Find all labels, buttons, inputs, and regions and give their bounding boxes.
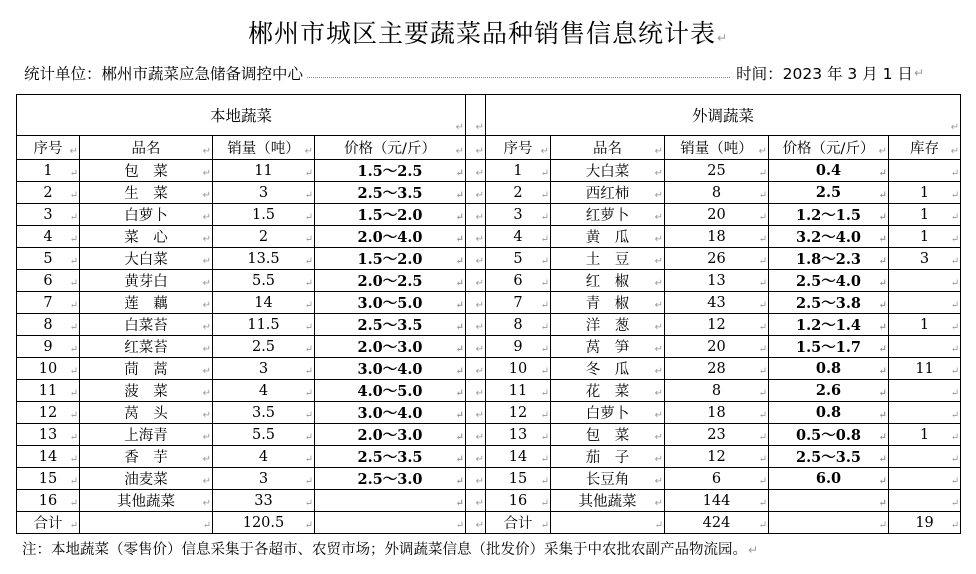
external-cell: 12 ↵ bbox=[665, 446, 769, 468]
time-label: 时间：2023 年 3 月 1 日 bbox=[736, 65, 913, 83]
external-cell: 长豆角 ↵ bbox=[551, 468, 665, 490]
local-cell: 茼 蒿 ↵ bbox=[80, 358, 213, 380]
local-cell: 1.5～2.0 ↵ bbox=[315, 204, 466, 226]
table-row bbox=[17, 336, 961, 358]
info-line: 统计单位：郴州市蔬菜应急储备调控中心 时间：2023 年 3 月 1 日 ↵ bbox=[24, 62, 924, 84]
external-cell: 红 椒 ↵ bbox=[551, 270, 665, 292]
external-cell: 1 ↵ bbox=[889, 204, 961, 226]
external-cell: 13 ↵ bbox=[486, 424, 551, 446]
external-cell: 15 ↵ bbox=[486, 468, 551, 490]
external-cell: ↵ bbox=[889, 160, 961, 182]
total-row bbox=[17, 512, 961, 534]
local-cell: 3 ↵ bbox=[213, 182, 315, 204]
gap-cell: ↵ bbox=[466, 226, 486, 248]
external-cell: 洋 葱 ↵ bbox=[551, 314, 665, 336]
local-cell: 1 ↵ bbox=[17, 160, 80, 182]
local-cell: 2.5 ↵ bbox=[213, 336, 315, 358]
external-cell: 144 ↵ bbox=[665, 490, 769, 512]
gap-cell: ↵ bbox=[466, 160, 486, 182]
table-row bbox=[17, 380, 961, 402]
external-total-cell: ↵ bbox=[769, 512, 889, 534]
local-cell: 8 ↵ bbox=[17, 314, 80, 336]
local-cell: 2.5～3.5 ↵ bbox=[315, 446, 466, 468]
local-cell: 33 ↵ bbox=[213, 490, 315, 512]
table-row bbox=[17, 490, 961, 512]
gap-cell: ↵ bbox=[466, 402, 486, 424]
external-cell: ↵ bbox=[889, 270, 961, 292]
external-cell: 西红柿 ↵ bbox=[551, 182, 665, 204]
external-cell: 白萝卜 ↵ bbox=[551, 402, 665, 424]
external-cell: 2 ↵ bbox=[486, 182, 551, 204]
gap-cell: ↵ bbox=[466, 248, 486, 270]
local-cell: 4.0～5.0 ↵ bbox=[315, 380, 466, 402]
gap-cell: ↵ bbox=[466, 314, 486, 336]
column-header: 销量（吨） ↵ bbox=[213, 136, 315, 160]
external-cell: 7 ↵ bbox=[486, 292, 551, 314]
gap-cell: ↵ bbox=[466, 358, 486, 380]
external-cell: 9 ↵ bbox=[486, 336, 551, 358]
external-cell: 2.6 ↵ bbox=[769, 380, 889, 402]
local-cell: 5.5 ↵ bbox=[213, 424, 315, 446]
external-cell: 1 ↵ bbox=[889, 314, 961, 336]
external-total-cell: ↵ bbox=[551, 512, 665, 534]
gap-cell: ↵ bbox=[466, 336, 486, 358]
gap-cell: ↵ bbox=[466, 95, 486, 136]
table-row bbox=[17, 270, 961, 292]
external-cell: 大白菜 ↵ bbox=[551, 160, 665, 182]
external-cell: 0.4 ↵ bbox=[769, 160, 889, 182]
local-cell: ↵ bbox=[315, 490, 466, 512]
table-row bbox=[17, 248, 961, 270]
external-cell: ↵ bbox=[889, 490, 961, 512]
gap-cell: ↵ bbox=[466, 490, 486, 512]
local-cell: 14 ↵ bbox=[17, 446, 80, 468]
sales-table bbox=[16, 94, 961, 534]
local-cell: 生 菜 ↵ bbox=[80, 182, 213, 204]
external-cell: 3 ↵ bbox=[889, 248, 961, 270]
external-cell: 莴 笋 ↵ bbox=[551, 336, 665, 358]
local-total-cell: ↵ bbox=[315, 512, 466, 534]
table-row bbox=[17, 424, 961, 446]
external-cell: 1 ↵ bbox=[486, 160, 551, 182]
external-cell: 26 ↵ bbox=[665, 248, 769, 270]
external-cell: ↵ bbox=[889, 446, 961, 468]
table-row bbox=[17, 358, 961, 380]
column-header: 价格（元/斤） ↵ bbox=[315, 136, 466, 160]
local-cell: 1.5～2.5 ↵ bbox=[315, 160, 466, 182]
local-cell: 1.5 ↵ bbox=[213, 204, 315, 226]
column-header: 品名 ↵ bbox=[80, 136, 213, 160]
external-cell: ↵ bbox=[889, 468, 961, 490]
table-row bbox=[17, 292, 961, 314]
gap-cell: ↵ bbox=[466, 424, 486, 446]
table-row bbox=[17, 160, 961, 182]
local-cell: 菠 菜 ↵ bbox=[80, 380, 213, 402]
local-cell: 7 ↵ bbox=[17, 292, 80, 314]
external-cell: 18 ↵ bbox=[665, 226, 769, 248]
local-cell: 2.0～2.5 ↵ bbox=[315, 270, 466, 292]
external-cell: 6 ↵ bbox=[486, 270, 551, 292]
local-total-cell: 合计 ↵ bbox=[17, 512, 80, 534]
external-cell: 1 ↵ bbox=[889, 226, 961, 248]
external-cell: 8 ↵ bbox=[665, 380, 769, 402]
local-cell: 13.5 ↵ bbox=[213, 248, 315, 270]
gap-cell: ↵ bbox=[466, 446, 486, 468]
column-header: 品名 ↵ bbox=[551, 136, 665, 160]
external-cell: 青 椒 ↵ bbox=[551, 292, 665, 314]
local-cell: 3 ↵ bbox=[17, 204, 80, 226]
external-cell: 20 ↵ bbox=[665, 336, 769, 358]
table-row bbox=[17, 468, 961, 490]
unit-label: 统计单位：郴州市蔬菜应急储备调控中心 bbox=[24, 65, 304, 83]
local-cell: 4 ↵ bbox=[213, 380, 315, 402]
local-cell: 13 ↵ bbox=[17, 424, 80, 446]
external-cell: 1.8～2.3 ↵ bbox=[769, 248, 889, 270]
local-cell: 5.5 ↵ bbox=[213, 270, 315, 292]
gap-cell: ↵ bbox=[466, 512, 486, 534]
local-cell: 菜 心 ↵ bbox=[80, 226, 213, 248]
external-cell: 1.5～1.7 ↵ bbox=[769, 336, 889, 358]
local-cell: 3.0～4.0 ↵ bbox=[315, 402, 466, 424]
page-title: 郴州市城区主要蔬菜品种销售信息统计表↵ bbox=[247, 19, 729, 48]
table-row bbox=[17, 204, 961, 226]
column-header: 序号 ↵ bbox=[17, 136, 80, 160]
local-cell: 上海青 ↵ bbox=[80, 424, 213, 446]
local-cell: 11 ↵ bbox=[213, 160, 315, 182]
local-cell: 大白菜 ↵ bbox=[80, 248, 213, 270]
gap-cell: ↵ bbox=[466, 380, 486, 402]
gap-cell: ↵ bbox=[466, 182, 486, 204]
external-cell: 3 ↵ bbox=[486, 204, 551, 226]
external-cell: 3.2～4.0 ↵ bbox=[769, 226, 889, 248]
local-section-title: 本地蔬菜 ↵ bbox=[17, 95, 466, 136]
external-cell: 土 豆 ↵ bbox=[551, 248, 665, 270]
external-cell: 0.5～0.8 ↵ bbox=[769, 424, 889, 446]
local-cell: 其他蔬菜 ↵ bbox=[80, 490, 213, 512]
local-cell: 3.5 ↵ bbox=[213, 402, 315, 424]
column-header: 价格（元/斤） ↵ bbox=[769, 136, 889, 160]
external-cell: ↵ bbox=[889, 336, 961, 358]
local-cell: 莲 藕 ↵ bbox=[80, 292, 213, 314]
external-cell: ↵ bbox=[889, 292, 961, 314]
external-cell: 16 ↵ bbox=[486, 490, 551, 512]
external-cell: 13 ↵ bbox=[665, 270, 769, 292]
local-cell: 3 ↵ bbox=[213, 468, 315, 490]
external-cell: 红萝卜 ↵ bbox=[551, 204, 665, 226]
external-cell: ↵ bbox=[889, 380, 961, 402]
local-cell: 2.0～3.0 ↵ bbox=[315, 336, 466, 358]
external-cell: 12 ↵ bbox=[486, 402, 551, 424]
local-cell: 油麦菜 ↵ bbox=[80, 468, 213, 490]
table-row bbox=[17, 446, 961, 468]
external-cell: 1 ↵ bbox=[889, 424, 961, 446]
external-total-cell: 合计 ↵ bbox=[486, 512, 551, 534]
local-cell: 包 菜 ↵ bbox=[80, 160, 213, 182]
external-cell: 1.2～1.5 ↵ bbox=[769, 204, 889, 226]
gap-cell: ↵ bbox=[466, 136, 486, 160]
local-cell: 10 ↵ bbox=[17, 358, 80, 380]
external-cell: 1.2～1.4 ↵ bbox=[769, 314, 889, 336]
external-cell: 5 ↵ bbox=[486, 248, 551, 270]
local-cell: 4 ↵ bbox=[17, 226, 80, 248]
external-cell: 花 菜 ↵ bbox=[551, 380, 665, 402]
section-header-row bbox=[17, 95, 961, 136]
external-cell: 23 ↵ bbox=[665, 424, 769, 446]
gap-cell: ↵ bbox=[466, 270, 486, 292]
local-cell: 2 ↵ bbox=[213, 226, 315, 248]
column-header: 序号 ↵ bbox=[486, 136, 551, 160]
external-cell: 18 ↵ bbox=[665, 402, 769, 424]
local-cell: 11 ↵ bbox=[17, 380, 80, 402]
external-cell: 43 ↵ bbox=[665, 292, 769, 314]
external-cell: 8 ↵ bbox=[486, 314, 551, 336]
leader-dots bbox=[307, 68, 730, 78]
local-cell: 2.5～3.0 ↵ bbox=[315, 468, 466, 490]
local-cell: 5 ↵ bbox=[17, 248, 80, 270]
local-cell: 12 ↵ bbox=[17, 402, 80, 424]
external-cell: 茄 子 ↵ bbox=[551, 446, 665, 468]
local-cell: 11.5 ↵ bbox=[213, 314, 315, 336]
local-cell: 红菜苔 ↵ bbox=[80, 336, 213, 358]
external-cell: 8 ↵ bbox=[665, 182, 769, 204]
external-cell: 2.5～3.5 ↵ bbox=[769, 446, 889, 468]
table-row bbox=[17, 226, 961, 248]
local-cell: 白菜苔 ↵ bbox=[80, 314, 213, 336]
local-cell: 14 ↵ bbox=[213, 292, 315, 314]
table-row bbox=[17, 182, 961, 204]
local-cell: 3.0～5.0 ↵ bbox=[315, 292, 466, 314]
external-cell: 2.5～3.8 ↵ bbox=[769, 292, 889, 314]
external-cell: 2.5～4.0 ↵ bbox=[769, 270, 889, 292]
column-header-row bbox=[17, 136, 961, 160]
local-cell: 白萝卜 ↵ bbox=[80, 204, 213, 226]
local-cell: 2 ↵ bbox=[17, 182, 80, 204]
external-cell: 25 ↵ bbox=[665, 160, 769, 182]
table-row bbox=[17, 314, 961, 336]
external-cell: 包 菜 ↵ bbox=[551, 424, 665, 446]
gap-cell: ↵ bbox=[466, 204, 486, 226]
local-cell: 15 ↵ bbox=[17, 468, 80, 490]
gap-cell: ↵ bbox=[466, 292, 486, 314]
local-cell: 3.0～4.0 ↵ bbox=[315, 358, 466, 380]
local-total-cell: ↵ bbox=[80, 512, 213, 534]
gap-cell: ↵ bbox=[466, 468, 486, 490]
external-total-cell: 424 ↵ bbox=[665, 512, 769, 534]
local-cell: 香 芋 ↵ bbox=[80, 446, 213, 468]
external-cell: 0.8 ↵ bbox=[769, 358, 889, 380]
local-cell: 6 ↵ bbox=[17, 270, 80, 292]
local-cell: 4 ↵ bbox=[213, 446, 315, 468]
external-cell: 0.8 ↵ bbox=[769, 402, 889, 424]
local-cell: 1.5～2.0 ↵ bbox=[315, 248, 466, 270]
external-cell: 黄 瓜 ↵ bbox=[551, 226, 665, 248]
local-cell: 莴 头 ↵ bbox=[80, 402, 213, 424]
local-cell: 9 ↵ bbox=[17, 336, 80, 358]
external-cell: 6 ↵ bbox=[665, 468, 769, 490]
external-cell: 其他蔬菜 ↵ bbox=[551, 490, 665, 512]
external-cell: 冬 瓜 ↵ bbox=[551, 358, 665, 380]
local-cell: 3 ↵ bbox=[213, 358, 315, 380]
external-cell: 14 ↵ bbox=[486, 446, 551, 468]
external-cell: ↵ bbox=[769, 490, 889, 512]
column-header: 库存 ↵ bbox=[889, 136, 961, 160]
column-header: 销量（吨） ↵ bbox=[665, 136, 769, 160]
external-cell: ↵ bbox=[889, 402, 961, 424]
local-total-cell: 120.5 ↵ bbox=[213, 512, 315, 534]
external-cell: 12 ↵ bbox=[665, 314, 769, 336]
external-cell: 11 ↵ bbox=[486, 380, 551, 402]
local-cell: 16 ↵ bbox=[17, 490, 80, 512]
local-cell: 2.0～3.0 ↵ bbox=[315, 424, 466, 446]
external-cell: 1 ↵ bbox=[889, 182, 961, 204]
external-cell: 10 ↵ bbox=[486, 358, 551, 380]
local-cell: 2.5～3.5 ↵ bbox=[315, 314, 466, 336]
local-cell: 2.5～3.5 ↵ bbox=[315, 182, 466, 204]
external-cell: 20 ↵ bbox=[665, 204, 769, 226]
external-section-title: 外调蔬菜 ↵ bbox=[486, 95, 961, 136]
footnote: 注：本地蔬菜（零售价）信息采集于各超市、农贸市场；外调蔬菜信息（批发价）采集于中农批农副产品物流园。↵ bbox=[22, 542, 759, 558]
external-cell: 2.5 ↵ bbox=[769, 182, 889, 204]
external-cell: 11 ↵ bbox=[889, 358, 961, 380]
local-cell: 黄芽白 ↵ bbox=[80, 270, 213, 292]
external-cell: 4 ↵ bbox=[486, 226, 551, 248]
external-total-cell: 19 ↵ bbox=[889, 512, 961, 534]
external-cell: 6.0 ↵ bbox=[769, 468, 889, 490]
table-row bbox=[17, 402, 961, 424]
external-cell: 28 ↵ bbox=[665, 358, 769, 380]
local-cell: 2.0～4.0 ↵ bbox=[315, 226, 466, 248]
